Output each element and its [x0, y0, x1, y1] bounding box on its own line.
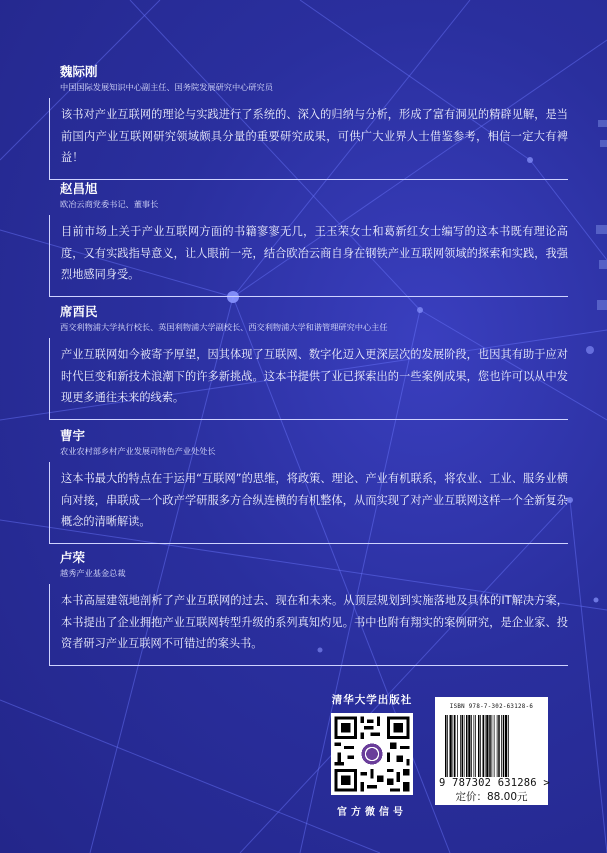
review-weijigang [60, 64, 580, 164]
barcode-bar [501, 715, 502, 777]
publisher-name: 清华大学出版社 [331, 694, 413, 706]
review-text: 目前市场上关于产业互联网方面的书籍寥寥无几，王玉荣女士和葛新红女士编写的这本书既有理论高度，又有实践指导意义，让人眼前一亮，结合欧冶云商自身在钢铁产业互联网领域的探索和实践，我强烈地感同身受。 [49, 215, 568, 297]
reviewer-title: 西交利物浦大学执行校长、英国利物浦大学副校长、西交利物浦大学和谐管理研究中心主任 [60, 322, 388, 332]
barcode-bar [494, 715, 495, 777]
reviewer-name: 席酉民 [60, 304, 98, 319]
isbn-barcode-box [435, 697, 548, 805]
isbn-label: ISBN 978-7-302-63128-6 [449, 704, 534, 710]
barcode-bars [444, 715, 540, 777]
review-text: 本书高屋建瓴地剖析了产业互联网的过去、现在和未来。从顶层规划到实施落地及具体的IT解决方案，本书提出了企业拥抱产业互联网转型升级的系列真知灼见。书中也附有翔实的案例研究，是企业家、投资者研习产业互联网不可错过的案头书。 [49, 584, 568, 666]
barcode-bar [454, 715, 456, 777]
barcode-bar [508, 715, 509, 777]
reviewer-title: 中国国际发展知识中心副主任、国务院发展研究中心研究员 [60, 82, 273, 92]
barcode-bar [489, 715, 491, 777]
barcode-bar [453, 715, 454, 777]
reviewer-title: 欧冶云商党委书记、董事长 [60, 199, 159, 209]
review-xiyoumin [60, 304, 580, 404]
barcode-bar [447, 715, 448, 777]
reviewer-title: 农业农村部乡村产业发展司特色产业处处长 [60, 446, 216, 456]
review-zhaochangxu [60, 181, 580, 281]
review-text: 这本书最大的特点在于运用“互联网”的思维，将政策、理论、产业有机联系，将农业、工业、服务业横向对接，串联成一个政产学研服多方合纵连横的有机整体，从而实现了对产业互联网这样一个全新复杂概念的清晰解读。 [49, 462, 568, 544]
review-lurong [60, 550, 580, 650]
review-text: 该书对产业互联网的理论与实践进行了系统的、深入的归纳与分析，形成了富有洞见的精辟见解，是当前国内产业互联网研究领域颇具分量的重要研究成果，可供广大业界人士借鉴参考，相信一定大有裨益！ [49, 98, 568, 180]
barcode-bar [478, 715, 480, 777]
barcode-bar [450, 715, 452, 777]
barcode-bar [460, 715, 461, 777]
reviewer-title: 越秀产业基金总裁 [60, 568, 126, 578]
barcode-bar [498, 715, 500, 777]
barcode-bar [445, 715, 447, 777]
publisher-block [327, 692, 417, 818]
barcode-bar [471, 715, 472, 777]
barcode-bar [468, 715, 470, 777]
barcode-bar [480, 715, 481, 777]
barcode-bar [505, 715, 507, 777]
barcode-bar [457, 715, 458, 777]
review-text: 产业互联网如今被寄予厚望，因其体现了互联网、数字化迈入更深层次的发展阶段，也因其有助于应对时代巨变和新技术浪潮下的许多新挑战。这本书提供了业已探索出的一些案例成果，您也许可以从中发现更多通往未来的线索。 [49, 338, 568, 420]
qr-code-icon[interactable] [331, 713, 413, 795]
barcode-bar [485, 715, 486, 777]
barcode-bar [464, 715, 465, 777]
barcode-bar [474, 715, 475, 777]
barcode-bar [503, 715, 505, 777]
reviewer-name: 魏际刚 [60, 64, 98, 79]
barcode-bar [466, 715, 468, 777]
reviewer-name: 曹宇 [60, 428, 86, 443]
barcode-bar [483, 715, 485, 777]
reviewer-name: 卢荣 [60, 550, 86, 565]
reviewer-name: 赵昌旭 [60, 181, 98, 196]
barcode-bar [492, 715, 493, 777]
barcode-bar [475, 715, 476, 777]
price-label: 定价：88.00元 [455, 791, 528, 803]
review-caoyu [60, 428, 580, 528]
barcode-bar [497, 715, 498, 777]
barcode-bar [462, 715, 464, 777]
isbn-digits: 9 787302 631286 > [439, 777, 550, 789]
qr-caption: 官方微信号 [337, 807, 407, 818]
barcode-bar [486, 715, 488, 777]
